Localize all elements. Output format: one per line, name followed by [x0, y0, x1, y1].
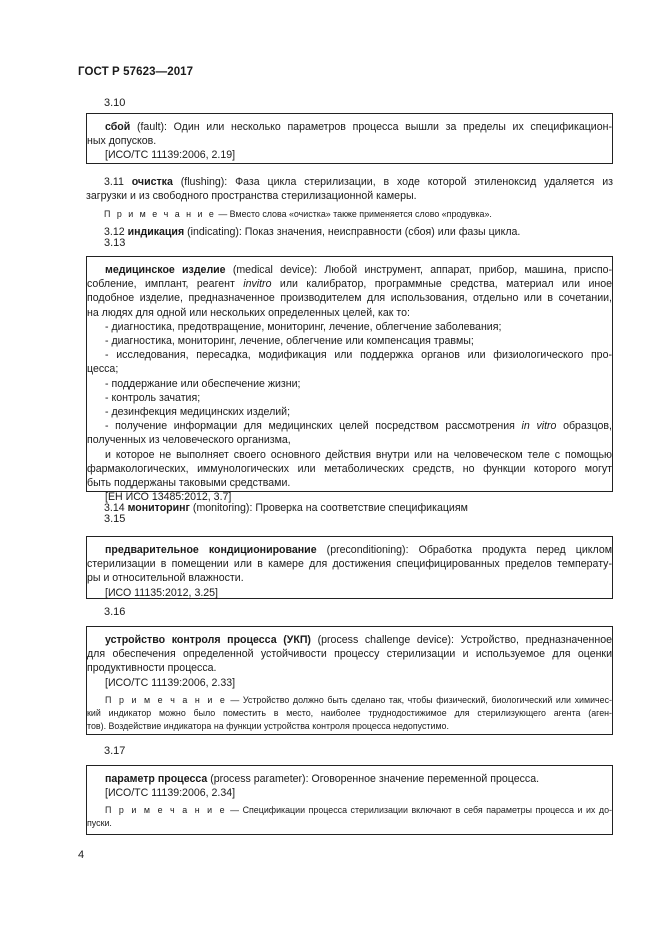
term-definition: (indicating): Показ значения, неисправности (сбоя) или фазы цикла. — [184, 226, 521, 238]
note-text: — Устройство должно быть сделано так, чтобы физический, биологический или химичес- — [226, 694, 612, 705]
note-3-16-line3: тов). Воздействие индикатора на функции устройства контроля процесса недопустимо. — [87, 720, 449, 731]
clause-number-3-16: 3.16 — [104, 606, 126, 618]
term-3-11 — [86, 175, 613, 221]
clause-number-3-10: 3.10 — [104, 97, 126, 109]
clause-number-3-13: 3.13 — [104, 237, 126, 249]
italic-text: in vitro — [521, 420, 557, 433]
term-name: предварительное кондиционирование — [105, 544, 317, 556]
term-3-16-line2: для обеспечения определенной устойчивости процессу стерилизации и используемое для оценки — [87, 648, 612, 661]
term-3-11-line2: загрузки и из свободного пространства стерилизационной камеры. — [86, 190, 417, 203]
term-3-13-line4: на людях для одной или нескольких определенных целей, как то: — [87, 306, 410, 319]
term-box-3-15 — [86, 536, 613, 599]
list-item: - диагностика, предотвращение, мониторинг, лечение, облегчение заболевания; — [105, 320, 502, 333]
term-box-3-17 — [86, 765, 613, 835]
list-item-continuation: полученных из человеческого организма, — [87, 434, 291, 447]
term-name: очистка — [131, 176, 173, 188]
term-definition: (monitoring): Проверка на соответствие спецификациям — [189, 502, 468, 514]
term-3-13-line3: подобное изделие, предназначенное производителем для использования, отдельно или в сочетании, — [87, 292, 612, 305]
term-name: мониторинг — [127, 502, 190, 514]
term-3-10-line2: ных допусков. — [87, 135, 157, 148]
term-3-15-line1 — [87, 543, 612, 557]
term-definition: (process challenge device): Устройство, предназначенное — [310, 634, 612, 646]
text-run: образцов, — [556, 420, 612, 433]
term-name: сбой — [105, 121, 131, 133]
term-3-12-line — [86, 225, 613, 239]
list-item: - контроль зачатия; — [105, 391, 201, 404]
term-name: индикация — [127, 226, 185, 238]
text-run: - получение информации для медицинских целей посредством рассмотрения — [105, 420, 522, 433]
clause-number-3-17: 3.17 — [104, 745, 126, 757]
term-box-3-16 — [86, 626, 613, 735]
term-3-14 — [86, 501, 613, 515]
term-3-14-line — [86, 501, 613, 515]
note-text: — Спецификации процесса стерилизации включают в себя параметры процесса и их до- — [226, 805, 612, 816]
page-number: 4 — [78, 849, 85, 861]
term-definition: (flushing): Фаза цикла стерилизации, в ходе которой этиленоксид удаляется из — [172, 176, 613, 188]
term-3-16-line3: продуктивности процесса. — [87, 662, 217, 675]
term-3-12 — [86, 225, 613, 239]
note-3-17-line2: пуски. — [87, 818, 112, 829]
term-definition: (preconditioning): Обработка продукта перед циклом — [316, 544, 613, 556]
clause-number: 3.12 — [104, 226, 125, 238]
note-3-17-line1 — [87, 804, 612, 817]
note-3-11 — [86, 208, 613, 221]
clause-number-3-15: 3.15 — [104, 513, 126, 525]
text-run: собление, имплант, реагент — [87, 278, 244, 291]
note-3-16-line1 — [87, 694, 612, 707]
term-name: устройство контроля процесса (УКП) — [105, 634, 311, 646]
term-3-17-source: [ИСО/ТС 11139:2006, 2.34] — [105, 787, 236, 800]
list-item: - диагностика, мониторинг, лечение, облегчение или компенсация травмы; — [105, 335, 474, 348]
list-item-continuation: цесса; — [87, 363, 119, 376]
note-3-16-line2: кий индикатор можно было поместить в место, наиболее труднодостижимое для стерилизующего агента (аген- — [87, 707, 612, 718]
term-3-13-ending2: фармакологических, иммунологических или метаболических средств, но функции которого могут — [87, 462, 612, 475]
term-3-16-source: [ИСО/ТС 11139:2006, 2.33] — [105, 676, 236, 689]
term-name: параметр процесса — [105, 773, 208, 785]
term-definition: (fault): Один или несколько параметров процесса вышли за пределы их спецификацион- — [130, 121, 612, 133]
term-3-13-source: [ЕН ИСО 13485:2012, 3.7] — [105, 491, 232, 504]
term-box-3-10 — [86, 113, 613, 164]
term-3-15-source: [ИСО 11135:2012, 3.25] — [105, 586, 219, 599]
term-3-16-line1 — [87, 633, 612, 647]
clause-number: 3.11 — [104, 176, 124, 188]
list-item — [87, 419, 612, 433]
term-3-15-line2: стерилизации в помещении или в камере для достижения специфицированных пределов температу- — [87, 558, 612, 571]
italic-text: invitro — [243, 278, 272, 291]
term-3-13-line2 — [87, 277, 612, 291]
term-3-10-source: [ИСО/ТС 11139:2006, 2.19] — [105, 149, 236, 162]
list-item: - исследования, пересадка, модификация или поддержка органов или физиологического про- — [105, 349, 612, 362]
text-run: или калибратор, программные средства, материал или иное — [271, 278, 612, 291]
note-label: П р и м е ч а н и е — [104, 209, 216, 220]
term-3-13-line1 — [87, 263, 612, 277]
list-item: - поддержание или обеспечение жизни; — [105, 377, 301, 390]
term-definition: (medical device): Любой инструмент, аппарат, прибор, машина, приспо- — [225, 264, 612, 276]
term-3-15-line3: ры и относительной влажности. — [87, 572, 244, 585]
term-3-17-line1 — [87, 772, 612, 786]
term-3-11-line1 — [86, 175, 613, 189]
clause-number: 3.14 — [104, 502, 125, 514]
term-definition: (process parameter): Оговоренное значение переменной процесса. — [207, 773, 540, 785]
document-header: ГОСТ Р 57623—2017 — [78, 66, 194, 78]
term-box-3-13 — [86, 256, 613, 504]
term-3-13-ending1: и которое не выполняет своего основного действия внутри или на человеческом теле с помощью — [105, 448, 612, 461]
note-label: П р и м е ч а н и е — [105, 805, 227, 816]
note-text: — Вместо слова «очистка» также применяется слово «продувка». — [215, 209, 492, 220]
term-3-13-ending3: быть поддержаны таковыми средствами. — [87, 477, 291, 490]
note-label: П р и м е ч а н и е — [105, 694, 227, 705]
term-3-10-line1 — [87, 120, 612, 134]
list-item: - дезинфекция медицинских изделий; — [105, 406, 291, 419]
term-name: медицинское изделие — [105, 264, 226, 276]
